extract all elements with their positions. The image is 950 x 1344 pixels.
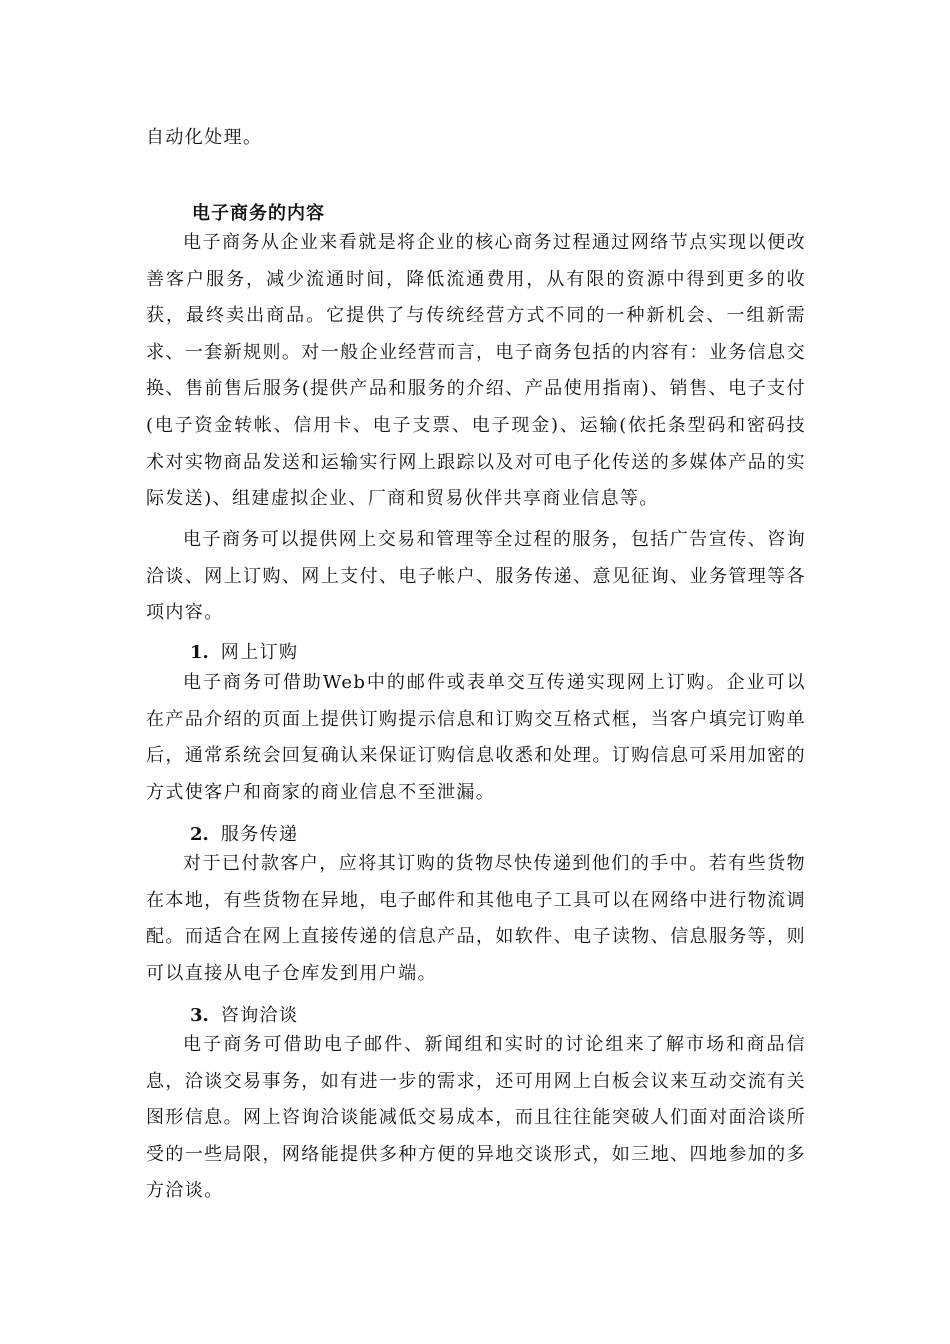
item-paragraph-3: 电子商务可借助电子邮件、新闻组和实时的讨论组来了解市场和商品信息，洽谈交易事务，如有进一步的需求，还可用网上白板会议来互动交流有关图形信息。网上咨询洽谈能减低交易成本，而且往往能突破人们面对面洽谈所受的一些局限，网络能提供多种方便的异地交谈形式，如三地、四地参加的多方洽谈。 [146, 1034, 806, 1202]
item-heading-1 [190, 638, 298, 664]
item-title: 咨询洽谈 [220, 1005, 299, 1026]
item-title: 服务传递 [220, 824, 299, 845]
item-number: 1. [190, 642, 209, 663]
item-paragraph-1: 电子商务可借助Web中的邮件或表单交互传递实现网上订购。企业可以在产品介绍的页面上提供订购提示信息和订购交互格式框，当客户填完订购单后，通常系统会回复确认来保证订购信息收悉和处理。订购信息可采用加密的方式使客户和商家的商业信息不至泄漏。 [146, 672, 806, 803]
item-heading-3 [190, 1001, 298, 1027]
item-heading-2 [190, 820, 298, 846]
section-heading: 电子商务的内容 [192, 203, 325, 224]
item-title: 网上订购 [220, 642, 299, 663]
intro-paragraph-2: 电子商务可以提供网上交易和管理等全过程的服务，包括广告宣传、咨询洽谈、网上订购、网上支付、电子帐户、服务传递、意见征询、业务管理等各项内容。 [146, 529, 806, 624]
item-number: 3. [190, 1005, 209, 1026]
continuation-text: 自动化处理。 [146, 127, 263, 148]
intro-paragraph-1: 电子商务从企业来看就是将企业的核心商务过程通过网络节点实现以便改善客户服务，减少流通时间，降低流通费用，从有限的资源中得到更多的收获，最终卖出商品。它提供了与传统经营方式不同的一种新机会、一组新需求、一套新规则。对一般企业经营而言，电子商务包括的内容有：业务信息交换、售前售后服务(提供产品和服务的介绍、产品使用指南)、销售、电子支付(电子资金转帐、信用卡、电子支票、电子现金)、运输(依托条型码和密码技术对实物商品发送和运输实行网上跟踪以及对可电子化传送的多媒体产品的实际发送)、组建虚拟企业、厂商和贸易伙伴共享商业信息等。 [146, 232, 806, 510]
item-paragraph-2: 对于已付款客户，应将其订购的货物尽快传递到他们的手中。若有些货物在本地，有些货物在异地，电子邮件和其他电子工具可以在网络中进行物流调配。而适合在网上直接传递的信息产品，如软件、电子读物、信息服务等，则可以直接从电子仓库发到用户端。 [146, 853, 806, 984]
item-number: 2. [190, 824, 209, 845]
